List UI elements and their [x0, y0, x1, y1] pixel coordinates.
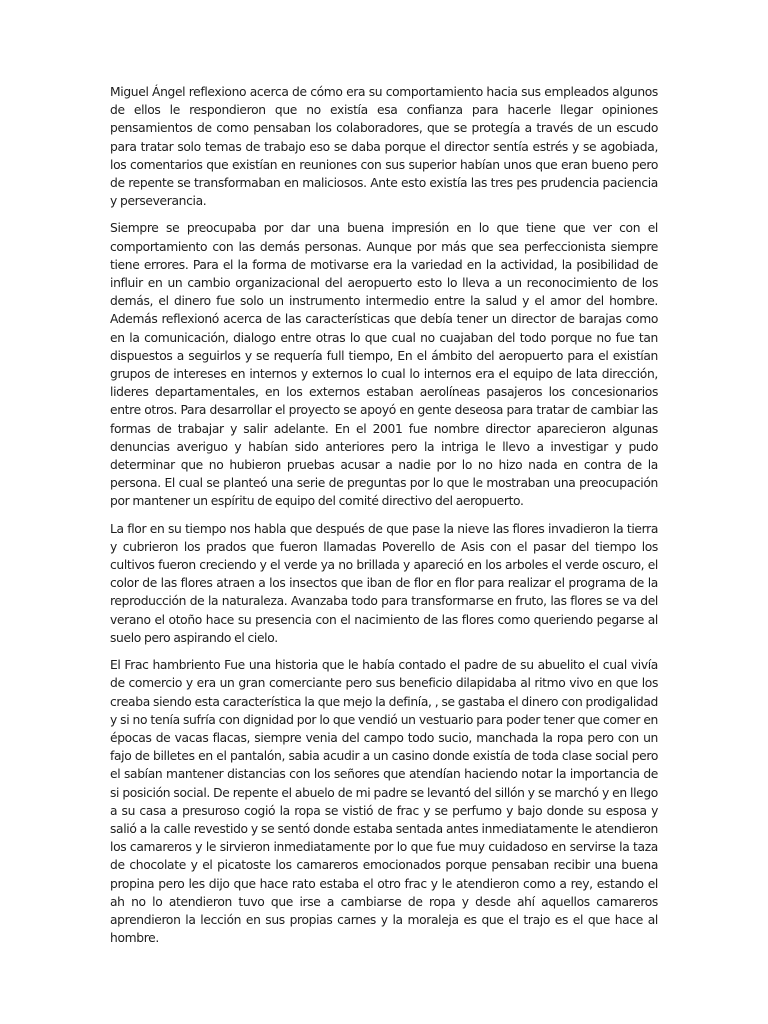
paragraph-4: El Frac hambriento Fue una historia que le había contado el padre de su abuelito el cual vivía de comercio y era un gran comerciante pero sus beneficio dilapidaba al ritmo vivo en que los creaba siendo esta característica la que mejo la definía, , se gastaba el dinero con prodigalidad y si no tenía sufría con dignidad por lo que vendió un vestuario para poder tener que comer en épocas de vacas flacas, siempre venia del campo todo sucio, manchada la ropa pero con un fajo de billetes en el pantalón, sabia acudir a un casino donde existía de toda clase social pero el sabían mantener distancias con los señores que atendían haciendo notar la importancia de si posición social. De repente el abuelo de mi padre se levantó del sillón y se marchó y en llego a su casa a presuroso cogió la ropa se vistió de frac y se perfumo y bajo donde su esposa y salió a la calle revestido y se sentó donde estaba sentada antes inmediatamente le atendieron los camareros y le sirvieron inmediatamente por lo que fue muy cuidadoso en servirse la taza de chocolate y el picatoste los camareros emocionados porque pensaban recibir una buena propina pero les dijo que hace rato estaba el otro frac y le atendieron como a rey, estando el ah no lo atendieron tuvo que irse a cambiarse de ropa y desde ahí aquellos camareros aprendieron la lección en sus propias carnes y la moraleja es que el trajo es el que hace al hombre. [110, 658, 658, 946]
paragraph-1: Miguel Ángel reflexiono acerca de cómo era su comportamiento hacia sus empleados algunos de ellos le respondieron que no existía esa confianza para hacerle llegar opiniones pensamientos de como pensaban los colaboradores, que se protegía a través de un escudo para tratar solo temas de trabajo eso se daba porque el director sentía estrés y se agobiada, los comentarios que existían en reuniones con sus superior habían unos que eran bueno pero de repente se transformaban en maliciosos. Ante esto existía las tres pes prudencia paciencia y perseverancia. [110, 85, 658, 209]
document-body [110, 83, 658, 956]
paragraph-3: La flor en su tiempo nos habla que después de que pase la nieve las flores invadieron la tierra y cubrieron los prados que fueron llamadas Poverello de Asis con el pasar del tiempo los cultivos fueron creciendo y el verde ya no brillada y apareció en los arboles el verde oscuro, el color de las flores atraen a los insectos que iban de flor en flor para realizar el programa de la reproducción de la naturaleza. Avanzaba todo para transformarse en fruto, las flores se va del verano el otoño hace su presencia con el nacimiento de las flores como queriendo pegarse al suelo pero aspirando el cielo. [110, 521, 658, 645]
paragraph-2: Siempre se preocupaba por dar una buena impresión en lo que tiene que ver con el comportamiento con las demás personas. Aunque por más que sea perfeccionista siempre tiene errores. Para el la forma de motivarse era la variedad en la actividad, la posibilidad de influir en un cambio organizacional del aeropuerto esto lo lleva a un reconocimiento de los demás, el dinero fue solo un instrumento intermedio entre la salud y el amor del hombre. Además reflexionó acerca de las características que debía tener un director de barajas como en la comunicación, dialogo entre otras lo que cual no cuajaban del todo porque no fue tan dispuestos a seguirlos y se requería full tiempo, En el ámbito del aeropuerto para el existían grupos de intereses en internos y externos lo cual lo internos era el equipo de lata dirección, lideres departamentales, en los externos estaban aerolíneas pasajeros los concesionarios entre otros. Para desarrollar el proyecto se apoyó en gente deseosa para tratar de cambiar las formas de trabajar y salir adelante. En el 2001 fue nombre director aparecieron algunas denuncias averiguo y habían sido anteriores pero la intriga le llevo a investigar y pudo determinar que no hubieron pruebas acusar a nadie por lo no hizo nada en contra de la persona. El cual se planteó una serie de preguntas por lo que le mostraban una preocupación por mantener un espíritu de equipo del comité directivo del aeropuerto. [110, 221, 658, 509]
